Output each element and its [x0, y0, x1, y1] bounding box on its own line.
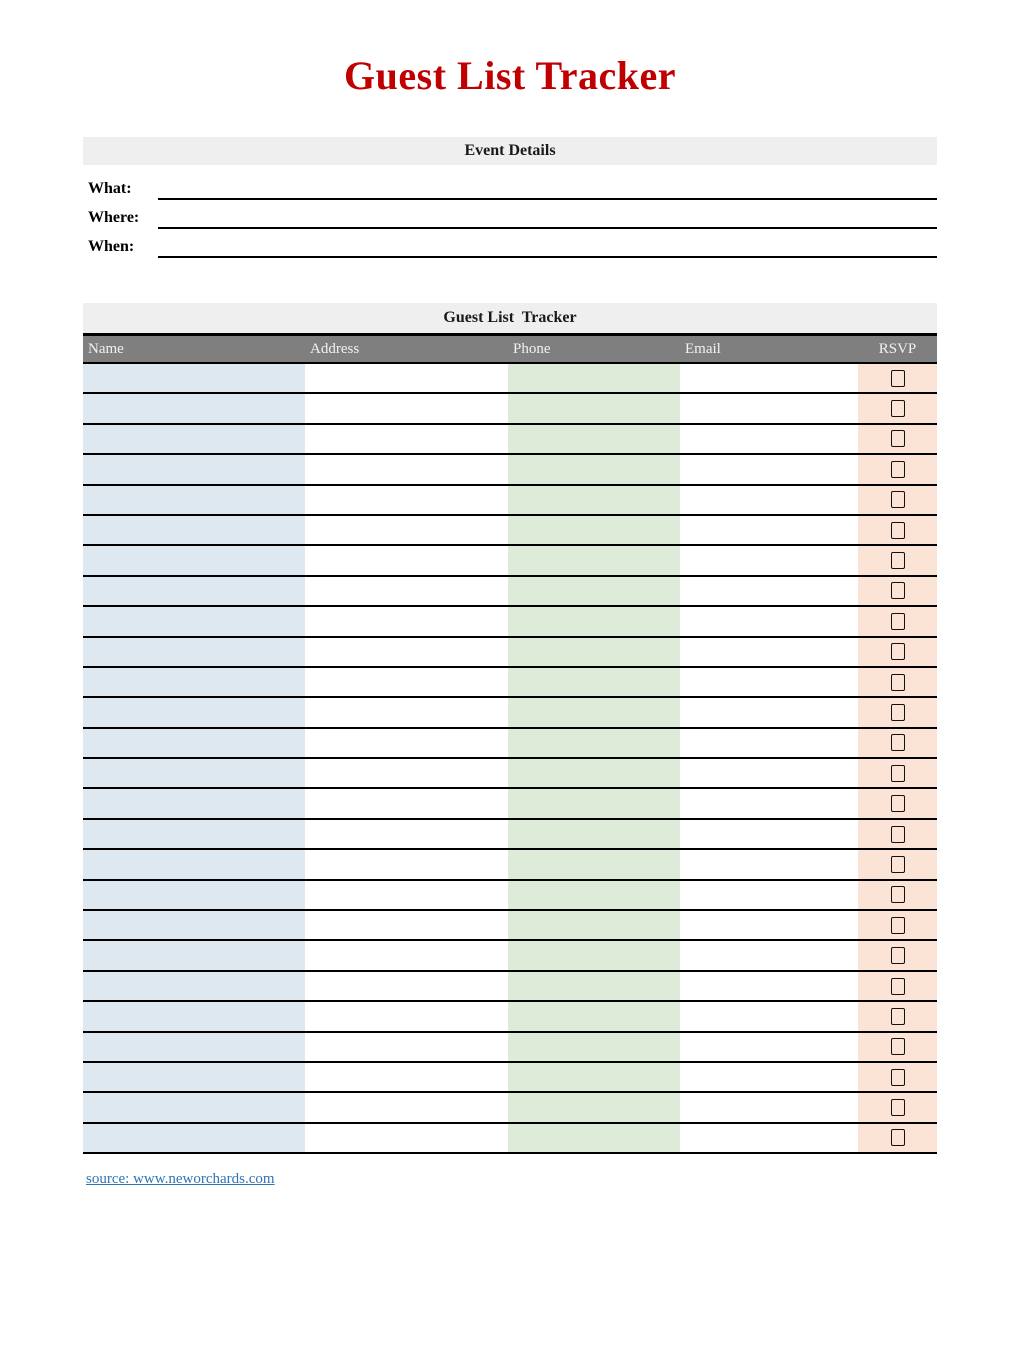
table-row: [83, 1033, 937, 1063]
rsvp-checkbox[interactable]: [891, 1038, 905, 1055]
cell-rsvp[interactable]: [858, 425, 937, 453]
rsvp-checkbox[interactable]: [891, 491, 905, 508]
cell-email[interactable]: [680, 486, 858, 514]
rsvp-checkbox[interactable]: [891, 886, 905, 903]
cell-email[interactable]: [680, 638, 858, 666]
cell-address[interactable]: [305, 394, 508, 422]
column-header-phone: Phone: [513, 341, 551, 357]
cell-phone[interactable]: [508, 911, 680, 939]
cell-phone[interactable]: [508, 516, 680, 544]
cell-name[interactable]: [83, 850, 305, 878]
cell-phone[interactable]: [508, 668, 680, 696]
cell-email[interactable]: [680, 546, 858, 574]
rsvp-checkbox[interactable]: [891, 674, 905, 691]
cell-rsvp[interactable]: [858, 820, 937, 848]
cell-email[interactable]: [680, 850, 858, 878]
cell-email[interactable]: [680, 394, 858, 422]
rsvp-checkbox[interactable]: [891, 430, 905, 447]
cell-name[interactable]: [83, 577, 305, 605]
cell-address[interactable]: [305, 911, 508, 939]
cell-address[interactable]: [305, 1033, 508, 1061]
cell-address[interactable]: [305, 850, 508, 878]
cell-name[interactable]: [83, 364, 305, 392]
cell-name[interactable]: [83, 668, 305, 696]
table-row: [83, 1002, 937, 1032]
cell-phone[interactable]: [508, 881, 680, 909]
table-row: [83, 607, 937, 637]
cell-address[interactable]: [305, 820, 508, 848]
cell-email[interactable]: [680, 516, 858, 544]
event-details-header: Event Details: [83, 137, 937, 165]
cell-rsvp[interactable]: [858, 577, 937, 605]
cell-phone[interactable]: [508, 1002, 680, 1030]
cell-phone[interactable]: [508, 1124, 680, 1152]
cell-name[interactable]: [83, 698, 305, 726]
event-details-section: [83, 137, 937, 258]
rsvp-checkbox[interactable]: [891, 856, 905, 873]
cell-rsvp[interactable]: [858, 486, 937, 514]
cell-email[interactable]: [680, 1093, 858, 1121]
cell-rsvp[interactable]: [858, 1002, 937, 1030]
cell-name[interactable]: [83, 1002, 305, 1030]
cell-email[interactable]: [680, 972, 858, 1000]
cell-phone[interactable]: [508, 1093, 680, 1121]
when-input-line[interactable]: [158, 232, 937, 258]
table-row: [83, 881, 937, 911]
cell-address[interactable]: [305, 364, 508, 392]
cell-email[interactable]: [680, 941, 858, 969]
cell-email[interactable]: [680, 455, 858, 483]
cell-address[interactable]: [305, 425, 508, 453]
cell-address[interactable]: [305, 577, 508, 605]
table-row: [83, 729, 937, 759]
cell-address[interactable]: [305, 1093, 508, 1121]
table-body: [83, 364, 937, 1154]
field-row-what: [83, 171, 937, 200]
cell-rsvp[interactable]: [858, 941, 937, 969]
cell-phone[interactable]: [508, 759, 680, 787]
cell-rsvp[interactable]: [858, 516, 937, 544]
cell-address[interactable]: [305, 698, 508, 726]
table-row: [83, 455, 937, 485]
rsvp-checkbox[interactable]: [891, 704, 905, 721]
cell-email[interactable]: [680, 911, 858, 939]
rsvp-checkbox[interactable]: [891, 1099, 905, 1116]
cell-email[interactable]: [680, 759, 858, 787]
rsvp-checkbox[interactable]: [891, 643, 905, 660]
rsvp-checkbox[interactable]: [891, 400, 905, 417]
cell-email[interactable]: [680, 607, 858, 635]
cell-phone[interactable]: [508, 638, 680, 666]
page-title: Guest List Tracker: [344, 53, 676, 98]
cell-rsvp[interactable]: [858, 881, 937, 909]
cell-address[interactable]: [305, 1124, 508, 1152]
cell-name[interactable]: [83, 607, 305, 635]
table-row: [83, 486, 937, 516]
cell-address[interactable]: [305, 789, 508, 817]
cell-rsvp[interactable]: [858, 394, 937, 422]
table-row: [83, 425, 937, 455]
table-row: [83, 850, 937, 880]
table-row: [83, 820, 937, 850]
column-header-rsvp: RSVP: [878, 341, 917, 357]
cell-email[interactable]: [680, 1033, 858, 1061]
where-input-line[interactable]: [158, 203, 937, 229]
cell-name[interactable]: [83, 789, 305, 817]
cell-phone[interactable]: [508, 941, 680, 969]
cell-email[interactable]: [680, 698, 858, 726]
field-row-where: [83, 200, 937, 229]
table-row: [83, 516, 937, 546]
what-input-line[interactable]: [158, 174, 937, 200]
cell-address[interactable]: [305, 638, 508, 666]
cell-name[interactable]: [83, 881, 305, 909]
cell-phone[interactable]: [508, 1063, 680, 1091]
cell-name[interactable]: [83, 729, 305, 757]
cell-name[interactable]: [83, 486, 305, 514]
table-row: [83, 546, 937, 576]
table-row: [83, 638, 937, 668]
cell-email[interactable]: [680, 1063, 858, 1091]
guest-list-table: [83, 303, 937, 1154]
page: [83, 52, 937, 1188]
rsvp-checkbox[interactable]: [891, 826, 905, 843]
column-header-email: Email: [685, 341, 721, 357]
cell-phone[interactable]: [508, 850, 680, 878]
table-row: [83, 789, 937, 819]
cell-phone[interactable]: [508, 455, 680, 483]
cell-email[interactable]: [680, 668, 858, 696]
cell-phone[interactable]: [508, 486, 680, 514]
cell-phone[interactable]: [508, 1033, 680, 1061]
cell-name[interactable]: [83, 911, 305, 939]
cell-phone[interactable]: [508, 972, 680, 1000]
cell-address[interactable]: [305, 516, 508, 544]
cell-address[interactable]: [305, 1063, 508, 1091]
column-header-address: Address: [310, 341, 360, 357]
cell-email[interactable]: [680, 729, 858, 757]
cell-phone[interactable]: [508, 698, 680, 726]
cell-rsvp[interactable]: [858, 911, 937, 939]
cell-rsvp[interactable]: [858, 1124, 937, 1152]
where-label: Where:: [88, 209, 140, 226]
cell-name[interactable]: [83, 820, 305, 848]
cell-name[interactable]: [83, 516, 305, 544]
cell-name[interactable]: [83, 638, 305, 666]
rsvp-checkbox[interactable]: [891, 795, 905, 812]
cell-email[interactable]: [680, 1124, 858, 1152]
cell-name[interactable]: [83, 1124, 305, 1152]
cell-address[interactable]: [305, 455, 508, 483]
rsvp-checkbox[interactable]: [891, 917, 905, 934]
rsvp-checkbox[interactable]: [891, 461, 905, 478]
table-row: [83, 577, 937, 607]
rsvp-checkbox[interactable]: [891, 552, 905, 569]
table-title: Guest List Tracker: [83, 303, 937, 336]
cell-name[interactable]: [83, 972, 305, 1000]
cell-rsvp[interactable]: [858, 1063, 937, 1091]
table-row: [83, 911, 937, 941]
cell-rsvp[interactable]: [858, 638, 937, 666]
table-row: [83, 941, 937, 971]
cell-name[interactable]: [83, 1093, 305, 1121]
cell-email[interactable]: [680, 425, 858, 453]
cell-name[interactable]: [83, 1033, 305, 1061]
rsvp-checkbox[interactable]: [891, 734, 905, 751]
cell-phone[interactable]: [508, 820, 680, 848]
cell-rsvp[interactable]: [858, 1093, 937, 1121]
what-label: What:: [88, 180, 132, 197]
cell-rsvp[interactable]: [858, 729, 937, 757]
table-row: [83, 759, 937, 789]
cell-phone[interactable]: [508, 789, 680, 817]
table-row: [83, 698, 937, 728]
column-header-name: Name: [88, 341, 124, 357]
cell-address[interactable]: [305, 729, 508, 757]
rsvp-checkbox[interactable]: [891, 978, 905, 995]
cell-phone[interactable]: [508, 425, 680, 453]
cell-rsvp[interactable]: [858, 698, 937, 726]
table-row: [83, 668, 937, 698]
cell-rsvp[interactable]: [858, 455, 937, 483]
cell-name[interactable]: [83, 425, 305, 453]
source-link[interactable]: source: www.neworchards.com: [86, 1171, 275, 1188]
cell-rsvp[interactable]: [858, 668, 937, 696]
rsvp-checkbox[interactable]: [891, 947, 905, 964]
cell-phone[interactable]: [508, 577, 680, 605]
cell-name[interactable]: [83, 941, 305, 969]
cell-address[interactable]: [305, 941, 508, 969]
cell-phone[interactable]: [508, 364, 680, 392]
cell-rsvp[interactable]: [858, 546, 937, 574]
cell-email[interactable]: [680, 364, 858, 392]
cell-name[interactable]: [83, 759, 305, 787]
cell-phone[interactable]: [508, 394, 680, 422]
cell-name[interactable]: [83, 546, 305, 574]
cell-rsvp[interactable]: [858, 789, 937, 817]
table-row: [83, 1093, 937, 1123]
cell-email[interactable]: [680, 881, 858, 909]
rsvp-checkbox[interactable]: [891, 370, 905, 387]
table-row: [83, 364, 937, 394]
when-label: When:: [88, 238, 135, 255]
cell-phone[interactable]: [508, 546, 680, 574]
cell-rsvp[interactable]: [858, 607, 937, 635]
rsvp-checkbox[interactable]: [891, 765, 905, 782]
rsvp-checkbox[interactable]: [891, 1008, 905, 1025]
cell-rsvp[interactable]: [858, 759, 937, 787]
rsvp-checkbox[interactable]: [891, 1069, 905, 1086]
cell-address[interactable]: [305, 546, 508, 574]
table-row: [83, 1124, 937, 1154]
cell-rsvp[interactable]: [858, 972, 937, 1000]
cell-address[interactable]: [305, 668, 508, 696]
cell-address[interactable]: [305, 607, 508, 635]
cell-address[interactable]: [305, 972, 508, 1000]
table-row: [83, 1063, 937, 1093]
cell-address[interactable]: [305, 759, 508, 787]
rsvp-checkbox[interactable]: [891, 1129, 905, 1146]
cell-email[interactable]: [680, 820, 858, 848]
cell-rsvp[interactable]: [858, 850, 937, 878]
table-row: [83, 972, 937, 1002]
cell-name[interactable]: [83, 455, 305, 483]
cell-phone[interactable]: [508, 729, 680, 757]
cell-address[interactable]: [305, 1002, 508, 1030]
cell-name[interactable]: [83, 1063, 305, 1091]
rsvp-checkbox[interactable]: [891, 522, 905, 539]
cell-email[interactable]: [680, 1002, 858, 1030]
cell-rsvp[interactable]: [858, 1033, 937, 1061]
cell-email[interactable]: [680, 577, 858, 605]
cell-address[interactable]: [305, 486, 508, 514]
field-row-when: [83, 229, 937, 258]
cell-phone[interactable]: [508, 607, 680, 635]
cell-rsvp[interactable]: [858, 364, 937, 392]
table-header-row: [83, 336, 937, 364]
rsvp-checkbox[interactable]: [891, 582, 905, 599]
table-row: [83, 394, 937, 424]
rsvp-checkbox[interactable]: [891, 613, 905, 630]
cell-email[interactable]: [680, 789, 858, 817]
cell-name[interactable]: [83, 394, 305, 422]
event-details-fields: [83, 165, 937, 258]
cell-address[interactable]: [305, 881, 508, 909]
